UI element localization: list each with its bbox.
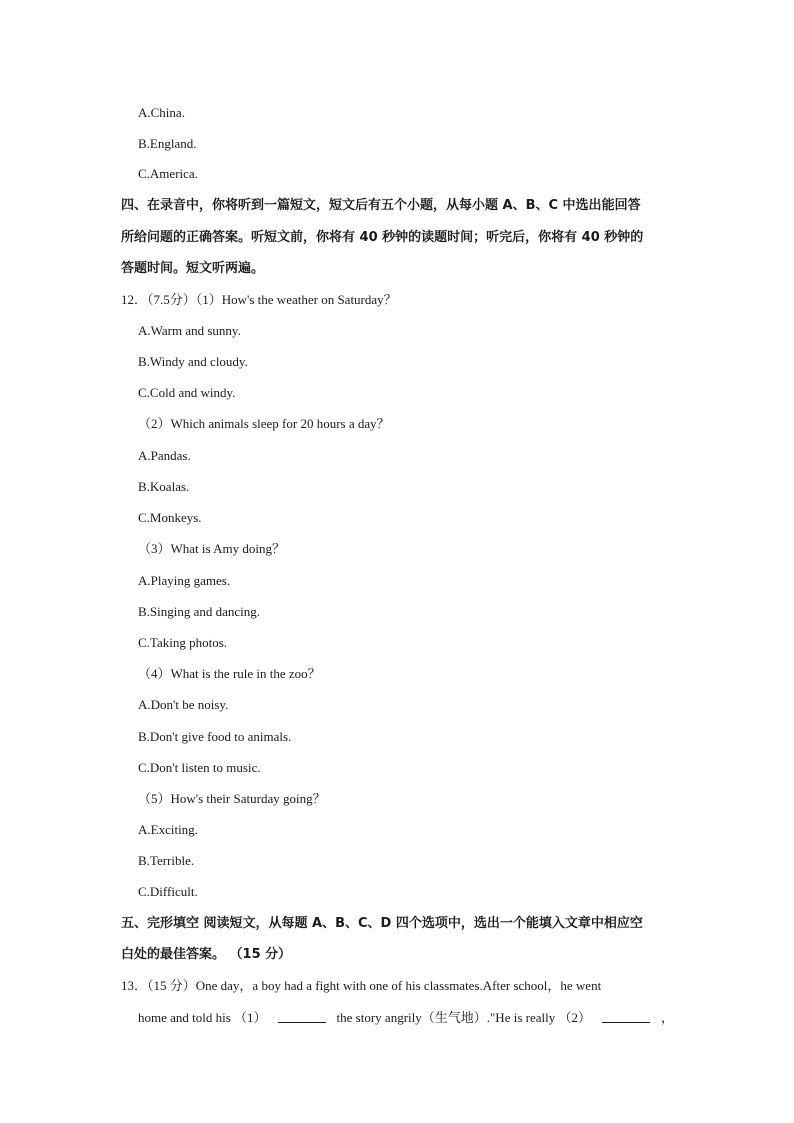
section-4-line-3: 答题时间。短文听两遍。 [121,261,265,276]
q12-4-question: （4）What is the rule in the zoo？ [138,666,321,681]
q12-3-option-b: B.Singing and dancing. [138,604,261,619]
option-c: C.America. [138,166,198,181]
option-a: A.China. [138,105,185,120]
section-4-line-2: 所给问题的正确答案。听短文前，你将有 40 秒钟的读题时间；听完后，你将有 40 秒钟的 [121,230,644,245]
question-12-header: 12．（7.5分）（1）How's the weather on Saturday？ [121,292,397,307]
option-b: B.England. [138,136,197,151]
q12-3-option-a: A.Playing games. [138,573,231,588]
q12-5-option-b: B.Terrible. [138,853,195,868]
q12-1-option-b: B.Windy and cloudy. [138,354,248,369]
q12-2-option-c: C.Monkeys. [138,510,202,525]
question-13-line-2 [138,1010,674,1026]
section-5-line-1: 五、完形填空 阅读短文，从每题 A、B、C、D 四个选项中，选出一个能填入文章中相应空 [121,916,643,931]
question-13-line-1: 13．（15 分）One day，a boy had a fight with one of his classmates.After school，he went [121,978,602,993]
q12-3-option-c: C.Taking photos. [138,635,228,650]
q12-1-option-c: C.Cold and windy. [138,385,236,400]
section-4-line-1: 四、在录音中，你将听到一篇短文，短文后有五个小题，从每小题 A、B、C 中选出能回答 [121,198,641,213]
blank-2 [602,1010,650,1023]
q13-text-part-a: home and told his （1） [138,1010,267,1025]
q12-5-option-a: A.Exciting. [138,822,198,837]
section-5-line-2: 白处的最佳答案。 （15 分） [121,947,292,962]
q13-text-part-b: the story angrily（生气地）."He is really （2） [336,1010,591,1025]
q13-text-part-c: ， [660,1010,674,1025]
q12-4-option-b: B.Don't give food to animals. [138,729,292,744]
q12-3-question: （3）What is Amy doing？ [138,541,285,556]
blank-1 [278,1010,326,1023]
q12-2-question: （2）Which animals sleep for 20 hours a day？ [138,416,390,431]
q12-5-question: （5）How's their Saturday going？ [138,791,326,806]
q12-5-option-c: C.Difficult. [138,884,198,899]
q12-1-option-a: A.Warm and sunny. [138,323,241,338]
q12-4-option-c: C.Don't listen to music. [138,760,261,775]
q12-2-option-b: B.Koalas. [138,479,190,494]
q12-4-option-a: A.Don't be noisy. [138,697,229,712]
q12-2-option-a: A.Pandas. [138,448,191,463]
